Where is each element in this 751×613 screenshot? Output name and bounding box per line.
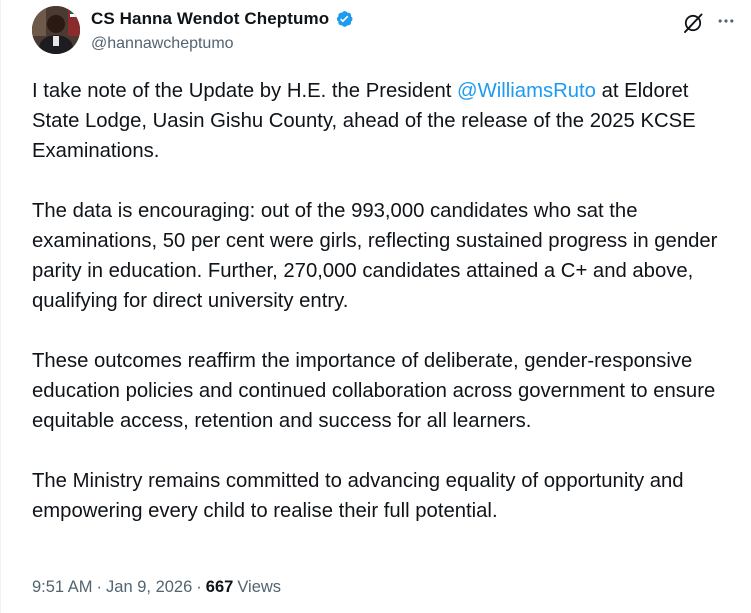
meta-separator: · <box>96 578 103 596</box>
views-label: Views <box>237 578 282 596</box>
post-paragraph-4: The Ministry remains committed to advancing equality of opportunity and empowering every child to realise their full potential. <box>32 470 684 522</box>
avatar-photo <box>32 6 80 54</box>
avatar[interactable] <box>32 6 80 54</box>
post-time[interactable]: 9:51 AM <box>32 578 93 596</box>
grok-icon <box>681 11 705 35</box>
verified-badge-icon[interactable] <box>334 9 354 29</box>
post-text-segment: at Eldoret State Lodge, Uasin Gishu County, ahead of the release of the 2025 KCSE Examinations. <box>32 80 696 162</box>
grok-button[interactable] <box>681 11 705 35</box>
post-meta <box>32 578 281 597</box>
post-paragraph-3: These outcomes reaffirm the importance of deliberate, gender-responsive education policies and continued collaboration across government to ensure equitable access, retention and success for all learners. <box>32 350 716 432</box>
post-text-segment: I take note of the Update by H.E. the President <box>32 80 458 102</box>
post-text <box>32 76 722 556</box>
meta-separator: · <box>196 578 202 596</box>
author-block <box>91 8 354 53</box>
post-paragraph-2: The data is encouraging: out of the 993,000 candidates who sat the examinations, 50 per cent were girls, reflecting sustained progress in gender parity in education. Further, 270,000 candidates attained a C+ and above, qualifying for direct university entry. <box>32 200 718 312</box>
views-count: 667 <box>205 578 234 596</box>
column-border <box>0 0 1 613</box>
post-paragraph-1 <box>32 76 722 166</box>
more-icon <box>716 11 736 31</box>
mention-link[interactable]: @WilliamsRuto <box>457 80 596 102</box>
post-date[interactable]: Jan 9, 2026 <box>106 578 193 596</box>
more-options-button[interactable] <box>713 8 739 34</box>
author-display-name[interactable]: CS Hanna Wendot Cheptumo <box>91 9 330 28</box>
author-handle[interactable]: @hannawcheptumo <box>91 35 234 52</box>
